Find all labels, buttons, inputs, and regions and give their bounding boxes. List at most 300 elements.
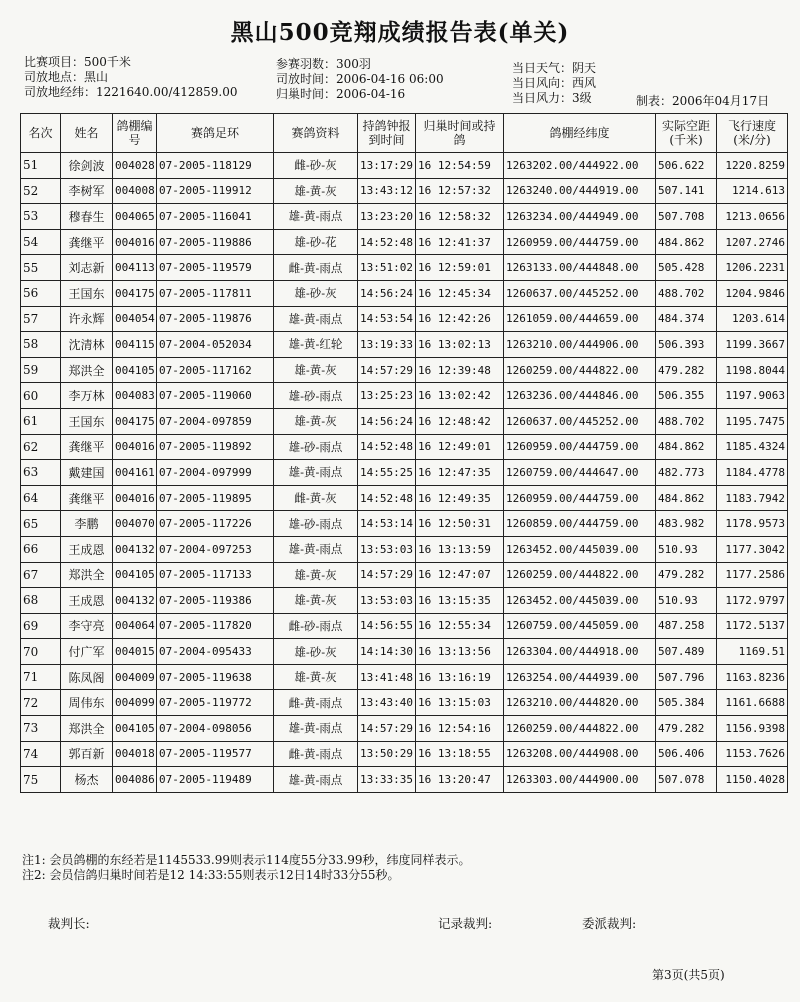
cell-ring: 07-2005-116041 <box>157 204 274 230</box>
cell-loft-id: 004113 <box>113 255 157 281</box>
cell-return-time: 16 13:02:13 <box>416 332 504 358</box>
cell-bird-info: 雄-黄-灰 <box>274 178 358 204</box>
cell-ring: 07-2005-119892 <box>157 434 274 460</box>
cell-rank: 65 <box>21 511 61 537</box>
footnote-1: 注1: 会员鸽棚的东经若是1145533.99则表示114度55分33.99秒，纬度同样表示。 <box>22 853 471 867</box>
cell-loft-id: 004175 <box>113 280 157 306</box>
cell-speed: 1172.9797 <box>717 588 788 614</box>
cell-return-time: 16 13:16:19 <box>416 664 504 690</box>
cell-name: 穆春生 <box>61 204 113 230</box>
cell-distance: 507.796 <box>656 664 717 690</box>
cell-name: 陈凤阁 <box>61 664 113 690</box>
cell-distance: 507.078 <box>656 767 717 793</box>
table-row <box>21 613 788 639</box>
event-label: 比赛项目：500千米 <box>24 55 131 69</box>
cell-rank: 53 <box>21 204 61 230</box>
cell-return-time: 16 12:49:35 <box>416 485 504 511</box>
cell-distance: 483.982 <box>656 511 717 537</box>
cell-clock-time: 14:56:24 <box>358 408 416 434</box>
cell-speed: 1199.3667 <box>717 332 788 358</box>
cell-distance: 488.702 <box>656 280 717 306</box>
cell-bird-info: 雄-砂-花 <box>274 229 358 255</box>
cell-clock-time: 14:53:14 <box>358 511 416 537</box>
cell-name: 付广军 <box>61 639 113 665</box>
cell-ring: 07-2005-118129 <box>157 153 274 179</box>
results-table <box>20 113 788 793</box>
cell-loft-id: 004105 <box>113 716 157 742</box>
assigned-judge-label: 委派裁判: <box>582 916 637 931</box>
release-coords-label: 司放地经纬：1221640.00/412859.00 <box>24 85 238 99</box>
table-row <box>21 511 788 537</box>
footnote-2: 注2: 会员信鸽归巢时间若是12 14:33:55则表示12日14时33分55秒。 <box>22 868 400 882</box>
cell-return-time: 16 12:48:42 <box>416 408 504 434</box>
cell-loft-coords: 1263254.00/444939.00 <box>504 664 656 690</box>
cell-clock-time: 13:53:03 <box>358 536 416 562</box>
cell-speed: 1197.9063 <box>717 383 788 409</box>
cell-speed: 1185.4324 <box>717 434 788 460</box>
cell-loft-id: 004016 <box>113 434 157 460</box>
cell-distance: 484.862 <box>656 485 717 511</box>
cell-clock-time: 14:52:48 <box>358 485 416 511</box>
cell-loft-id: 004083 <box>113 383 157 409</box>
cell-rank: 62 <box>21 434 61 460</box>
cell-rank: 56 <box>21 280 61 306</box>
cell-clock-time: 14:52:48 <box>358 434 416 460</box>
cell-loft-id: 004016 <box>113 229 157 255</box>
cell-bird-info: 雄-砂-雨点 <box>274 383 358 409</box>
cell-speed: 1213.0656 <box>717 204 788 230</box>
cell-rank: 69 <box>21 613 61 639</box>
header-loft-coords: 鸽棚经纬度 <box>504 114 656 153</box>
cell-loft-id: 004099 <box>113 690 157 716</box>
cell-clock-time: 14:55:25 <box>358 460 416 486</box>
cell-loft-id: 004009 <box>113 664 157 690</box>
cell-clock-time: 14:57:29 <box>358 562 416 588</box>
cell-bird-info: 雄-黄-雨点 <box>274 767 358 793</box>
cell-clock-time: 13:50:29 <box>358 741 416 767</box>
cell-speed: 1204.9846 <box>717 280 788 306</box>
cell-ring: 07-2005-119579 <box>157 255 274 281</box>
info-column-2 <box>276 57 444 102</box>
cell-rank: 66 <box>21 536 61 562</box>
cell-loft-coords: 1260259.00/444822.00 <box>504 716 656 742</box>
release-site-label: 司放地点：黑山 <box>24 70 109 84</box>
table-row <box>21 562 788 588</box>
cell-name: 李万林 <box>61 383 113 409</box>
cell-loft-id: 004115 <box>113 332 157 358</box>
cell-rank: 75 <box>21 767 61 793</box>
header-bird-info: 赛鸽资料 <box>274 114 358 153</box>
wind-force-label: 当日风力：3级 <box>512 91 592 105</box>
cell-bird-info: 雌-黄-雨点 <box>274 690 358 716</box>
cell-loft-coords: 1263208.00/444908.00 <box>504 741 656 767</box>
cell-distance: 506.393 <box>656 332 717 358</box>
cell-loft-id: 004016 <box>113 485 157 511</box>
cell-return-time: 16 12:54:16 <box>416 716 504 742</box>
cell-name: 沈清林 <box>61 332 113 358</box>
cell-distance: 507.708 <box>656 204 717 230</box>
table-row <box>21 383 788 409</box>
cell-return-time: 16 12:55:34 <box>416 613 504 639</box>
cell-loft-id: 004175 <box>113 408 157 434</box>
header-speed: 飞行速度(米/分) <box>717 114 788 153</box>
cell-speed: 1156.9398 <box>717 716 788 742</box>
cell-bird-info: 雄-黄-雨点 <box>274 306 358 332</box>
cell-name: 戴建国 <box>61 460 113 486</box>
cell-rank: 57 <box>21 306 61 332</box>
table-row <box>21 460 788 486</box>
footnotes <box>22 853 471 883</box>
cell-clock-time: 13:43:40 <box>358 690 416 716</box>
cell-name: 徐剑波 <box>61 153 113 179</box>
cell-loft-id: 004064 <box>113 613 157 639</box>
cell-clock-time: 14:56:24 <box>358 280 416 306</box>
cell-speed: 1177.3042 <box>717 536 788 562</box>
cell-clock-time: 13:53:03 <box>358 588 416 614</box>
cell-bird-info: 雌-黄-雨点 <box>274 255 358 281</box>
chief-judge-label: 裁判长: <box>48 916 90 931</box>
header-rank: 名次 <box>21 114 61 153</box>
cell-rank: 58 <box>21 332 61 358</box>
cell-name: 李鹏 <box>61 511 113 537</box>
cell-bird-info: 雌-砂-灰 <box>274 153 358 179</box>
cell-speed: 1177.2586 <box>717 562 788 588</box>
cell-distance: 506.622 <box>656 153 717 179</box>
cell-name: 李树军 <box>61 178 113 204</box>
cell-clock-time: 13:43:12 <box>358 178 416 204</box>
cell-loft-coords: 1263303.00/444900.00 <box>504 767 656 793</box>
cell-rank: 51 <box>21 153 61 179</box>
cell-speed: 1172.5137 <box>717 613 788 639</box>
cell-loft-coords: 1263210.00/444820.00 <box>504 690 656 716</box>
weather-label: 当日天气：阴天 <box>512 61 597 75</box>
cell-loft-coords: 1260959.00/444759.00 <box>504 485 656 511</box>
cell-name: 王成恩 <box>61 536 113 562</box>
cell-loft-id: 004105 <box>113 562 157 588</box>
cell-distance: 505.384 <box>656 690 717 716</box>
cell-clock-time: 14:52:48 <box>358 229 416 255</box>
cell-loft-id: 004054 <box>113 306 157 332</box>
cell-rank: 63 <box>21 460 61 486</box>
cell-loft-id: 004028 <box>113 153 157 179</box>
cell-return-time: 16 13:13:56 <box>416 639 504 665</box>
cell-bird-info: 雄-砂-灰 <box>274 280 358 306</box>
cell-speed: 1153.7626 <box>717 741 788 767</box>
cell-loft-id: 004070 <box>113 511 157 537</box>
cell-rank: 64 <box>21 485 61 511</box>
cell-ring: 07-2005-119772 <box>157 690 274 716</box>
table-row <box>21 229 788 255</box>
table-row <box>21 434 788 460</box>
table-row <box>21 204 788 230</box>
cell-ring: 07-2005-119886 <box>157 229 274 255</box>
cell-bird-info: 雄-砂-灰 <box>274 639 358 665</box>
cell-name: 王国东 <box>61 280 113 306</box>
cell-distance: 507.141 <box>656 178 717 204</box>
cell-clock-time: 13:33:35 <box>358 767 416 793</box>
cell-distance: 510.93 <box>656 536 717 562</box>
made-date-label: 制表：2006年04月17日 <box>636 94 770 108</box>
cell-loft-coords: 1261059.00/444659.00 <box>504 306 656 332</box>
return-date-label: 归巢时间：2006-04-16 <box>276 87 406 101</box>
cell-distance: 479.282 <box>656 716 717 742</box>
cell-ring: 07-2005-119577 <box>157 741 274 767</box>
header-clock-time: 持鸽钟报到时间 <box>358 114 416 153</box>
cell-clock-time: 14:53:54 <box>358 306 416 332</box>
cell-return-time: 16 13:15:03 <box>416 690 504 716</box>
cell-speed: 1169.51 <box>717 639 788 665</box>
cell-loft-coords: 1263202.00/444922.00 <box>504 153 656 179</box>
header-distance: 实际空距(千米) <box>656 114 717 153</box>
cell-clock-time: 14:14:30 <box>358 639 416 665</box>
cell-clock-time: 13:17:29 <box>358 153 416 179</box>
cell-return-time: 16 13:02:42 <box>416 383 504 409</box>
cell-ring: 07-2005-119060 <box>157 383 274 409</box>
cell-name: 刘志新 <box>61 255 113 281</box>
cell-bird-info: 雄-黄-雨点 <box>274 716 358 742</box>
cell-speed: 1198.8044 <box>717 357 788 383</box>
table-row <box>21 332 788 358</box>
cell-rank: 61 <box>21 408 61 434</box>
cell-bird-info: 雄-黄-灰 <box>274 562 358 588</box>
cell-speed: 1184.4778 <box>717 460 788 486</box>
cell-clock-time: 14:57:29 <box>358 716 416 742</box>
table-row <box>21 485 788 511</box>
cell-distance: 484.374 <box>656 306 717 332</box>
table-row <box>21 408 788 434</box>
cell-speed: 1214.613 <box>717 178 788 204</box>
cell-distance: 506.355 <box>656 383 717 409</box>
cell-return-time: 16 12:47:35 <box>416 460 504 486</box>
cell-return-time: 16 12:59:01 <box>416 255 504 281</box>
cell-ring: 07-2005-119876 <box>157 306 274 332</box>
cell-ring: 07-2004-095433 <box>157 639 274 665</box>
table-row <box>21 588 788 614</box>
cell-speed: 1207.2746 <box>717 229 788 255</box>
cell-name: 李守亮 <box>61 613 113 639</box>
cell-return-time: 16 12:54:59 <box>416 153 504 179</box>
table-row <box>21 357 788 383</box>
cell-rank: 52 <box>21 178 61 204</box>
cell-name: 杨杰 <box>61 767 113 793</box>
cell-ring: 07-2005-117820 <box>157 613 274 639</box>
cell-return-time: 16 12:57:32 <box>416 178 504 204</box>
cell-loft-coords: 1263236.00/444846.00 <box>504 383 656 409</box>
cell-loft-id: 004065 <box>113 204 157 230</box>
cell-loft-coords: 1260637.00/445252.00 <box>504 408 656 434</box>
table-row <box>21 306 788 332</box>
cell-loft-id: 004015 <box>113 639 157 665</box>
cell-bird-info: 雄-黄-红轮 <box>274 332 358 358</box>
cell-clock-time: 13:23:20 <box>358 204 416 230</box>
cell-ring: 07-2005-117226 <box>157 511 274 537</box>
table-row <box>21 536 788 562</box>
cell-speed: 1150.4028 <box>717 767 788 793</box>
info-column-3 <box>512 61 596 106</box>
cell-distance: 479.282 <box>656 357 717 383</box>
cell-rank: 67 <box>21 562 61 588</box>
cell-loft-coords: 1263452.00/445039.00 <box>504 536 656 562</box>
table-row <box>21 741 788 767</box>
cell-clock-time: 14:56:55 <box>358 613 416 639</box>
cell-ring: 07-2005-119638 <box>157 664 274 690</box>
cell-name: 郑洪全 <box>61 716 113 742</box>
cell-bird-info: 雄-黄-灰 <box>274 664 358 690</box>
cell-bird-info: 雄-黄-灰 <box>274 357 358 383</box>
cell-loft-id: 004132 <box>113 588 157 614</box>
cell-ring: 07-2004-097253 <box>157 536 274 562</box>
cell-ring: 07-2005-119386 <box>157 588 274 614</box>
cell-distance: 507.489 <box>656 639 717 665</box>
cell-loft-id: 004105 <box>113 357 157 383</box>
header-return-time: 归巢时间或持鸽 <box>416 114 504 153</box>
cell-rank: 73 <box>21 716 61 742</box>
cell-speed: 1195.7475 <box>717 408 788 434</box>
cell-return-time: 16 13:20:47 <box>416 767 504 793</box>
entries-label: 参赛羽数：300羽 <box>276 57 371 71</box>
table-row <box>21 639 788 665</box>
cell-return-time: 16 13:15:35 <box>416 588 504 614</box>
cell-bird-info: 雄-黄-雨点 <box>274 536 358 562</box>
cell-ring: 07-2005-117133 <box>157 562 274 588</box>
cell-speed: 1178.9573 <box>717 511 788 537</box>
cell-distance: 484.862 <box>656 434 717 460</box>
cell-loft-id: 004086 <box>113 767 157 793</box>
cell-bird-info: 雌-砂-雨点 <box>274 613 358 639</box>
cell-speed: 1163.8236 <box>717 664 788 690</box>
cell-bird-info: 雄-黄-灰 <box>274 588 358 614</box>
cell-bird-info: 雌-黄-雨点 <box>274 741 358 767</box>
table-row <box>21 716 788 742</box>
wind-direction-label: 当日风向：西风 <box>512 76 597 90</box>
cell-ring: 07-2004-052034 <box>157 332 274 358</box>
cell-return-time: 16 12:41:37 <box>416 229 504 255</box>
cell-distance: 506.406 <box>656 741 717 767</box>
cell-return-time: 16 12:45:34 <box>416 280 504 306</box>
cell-name: 王国东 <box>61 408 113 434</box>
cell-return-time: 16 13:13:59 <box>416 536 504 562</box>
cell-name: 郭百新 <box>61 741 113 767</box>
cell-rank: 54 <box>21 229 61 255</box>
cell-loft-coords: 1260959.00/444759.00 <box>504 434 656 460</box>
cell-return-time: 16 12:39:48 <box>416 357 504 383</box>
cell-distance: 487.258 <box>656 613 717 639</box>
cell-loft-coords: 1260759.00/445059.00 <box>504 613 656 639</box>
cell-rank: 60 <box>21 383 61 409</box>
cell-return-time: 16 12:47:07 <box>416 562 504 588</box>
header-ring: 赛鸽足环 <box>157 114 274 153</box>
cell-rank: 68 <box>21 588 61 614</box>
cell-loft-coords: 1260759.00/444647.00 <box>504 460 656 486</box>
table-row <box>21 767 788 793</box>
cell-loft-coords: 1263234.00/444949.00 <box>504 204 656 230</box>
cell-name: 王成恩 <box>61 588 113 614</box>
cell-loft-coords: 1260859.00/444759.00 <box>504 511 656 537</box>
cell-speed: 1206.2231 <box>717 255 788 281</box>
cell-name: 龚继平 <box>61 485 113 511</box>
cell-loft-coords: 1263304.00/444918.00 <box>504 639 656 665</box>
table-row <box>21 178 788 204</box>
header-name: 姓名 <box>61 114 113 153</box>
cell-return-time: 16 13:18:55 <box>416 741 504 767</box>
cell-bird-info: 雄-砂-雨点 <box>274 511 358 537</box>
cell-rank: 59 <box>21 357 61 383</box>
cell-distance: 488.702 <box>656 408 717 434</box>
cell-bird-info: 雌-黄-灰 <box>274 485 358 511</box>
table-row <box>21 255 788 281</box>
cell-ring: 07-2004-097859 <box>157 408 274 434</box>
cell-return-time: 16 12:50:31 <box>416 511 504 537</box>
cell-loft-id: 004008 <box>113 178 157 204</box>
cell-loft-coords: 1260259.00/444822.00 <box>504 562 656 588</box>
info-column-1 <box>24 55 237 100</box>
release-time-label: 司放时间：2006-04-16 06:00 <box>276 72 444 86</box>
table-row <box>21 664 788 690</box>
cell-clock-time: 14:57:29 <box>358 357 416 383</box>
cell-name: 周伟东 <box>61 690 113 716</box>
cell-return-time: 16 12:58:32 <box>416 204 504 230</box>
cell-bird-info: 雄-黄-雨点 <box>274 460 358 486</box>
cell-speed: 1220.8259 <box>717 153 788 179</box>
cell-rank: 70 <box>21 639 61 665</box>
page-number: 第3页(共5页) <box>652 968 725 982</box>
cell-rank: 71 <box>21 664 61 690</box>
cell-rank: 55 <box>21 255 61 281</box>
cell-loft-coords: 1263452.00/445039.00 <box>504 588 656 614</box>
cell-speed: 1161.6688 <box>717 690 788 716</box>
cell-ring: 07-2005-117162 <box>157 357 274 383</box>
cell-name: 龚继平 <box>61 229 113 255</box>
table-row <box>21 280 788 306</box>
cell-bird-info: 雄-砂-雨点 <box>274 434 358 460</box>
cell-return-time: 16 12:42:26 <box>416 306 504 332</box>
cell-rank: 72 <box>21 690 61 716</box>
cell-loft-coords: 1263133.00/444848.00 <box>504 255 656 281</box>
cell-distance: 510.93 <box>656 588 717 614</box>
cell-bird-info: 雄-黄-灰 <box>274 408 358 434</box>
cell-loft-coords: 1260259.00/444822.00 <box>504 357 656 383</box>
cell-bird-info: 雄-黄-雨点 <box>274 204 358 230</box>
cell-loft-coords: 1263210.00/444906.00 <box>504 332 656 358</box>
cell-clock-time: 13:25:23 <box>358 383 416 409</box>
cell-ring: 07-2004-098056 <box>157 716 274 742</box>
cell-clock-time: 13:51:02 <box>358 255 416 281</box>
cell-rank: 74 <box>21 741 61 767</box>
table-row <box>21 153 788 179</box>
table-header-row <box>21 114 788 153</box>
cell-loft-id: 004161 <box>113 460 157 486</box>
cell-ring: 07-2005-119912 <box>157 178 274 204</box>
cell-loft-coords: 1260637.00/445252.00 <box>504 280 656 306</box>
cell-loft-coords: 1260959.00/444759.00 <box>504 229 656 255</box>
cell-name: 郑洪全 <box>61 562 113 588</box>
recording-judge-label: 记录裁判: <box>438 916 493 931</box>
cell-ring: 07-2005-117811 <box>157 280 274 306</box>
cell-distance: 484.862 <box>656 229 717 255</box>
cell-ring: 07-2005-119895 <box>157 485 274 511</box>
cell-ring: 07-2005-119489 <box>157 767 274 793</box>
cell-speed: 1203.614 <box>717 306 788 332</box>
cell-name: 郑洪全 <box>61 357 113 383</box>
cell-distance: 505.428 <box>656 255 717 281</box>
cell-clock-time: 13:19:33 <box>358 332 416 358</box>
report-title: 黑山500竞翔成绩报告表(单关) <box>230 19 570 46</box>
cell-distance: 479.282 <box>656 562 717 588</box>
table-row <box>21 690 788 716</box>
cell-clock-time: 13:41:48 <box>358 664 416 690</box>
cell-ring: 07-2004-097999 <box>157 460 274 486</box>
header-loft-id: 鸽棚编号 <box>113 114 157 153</box>
